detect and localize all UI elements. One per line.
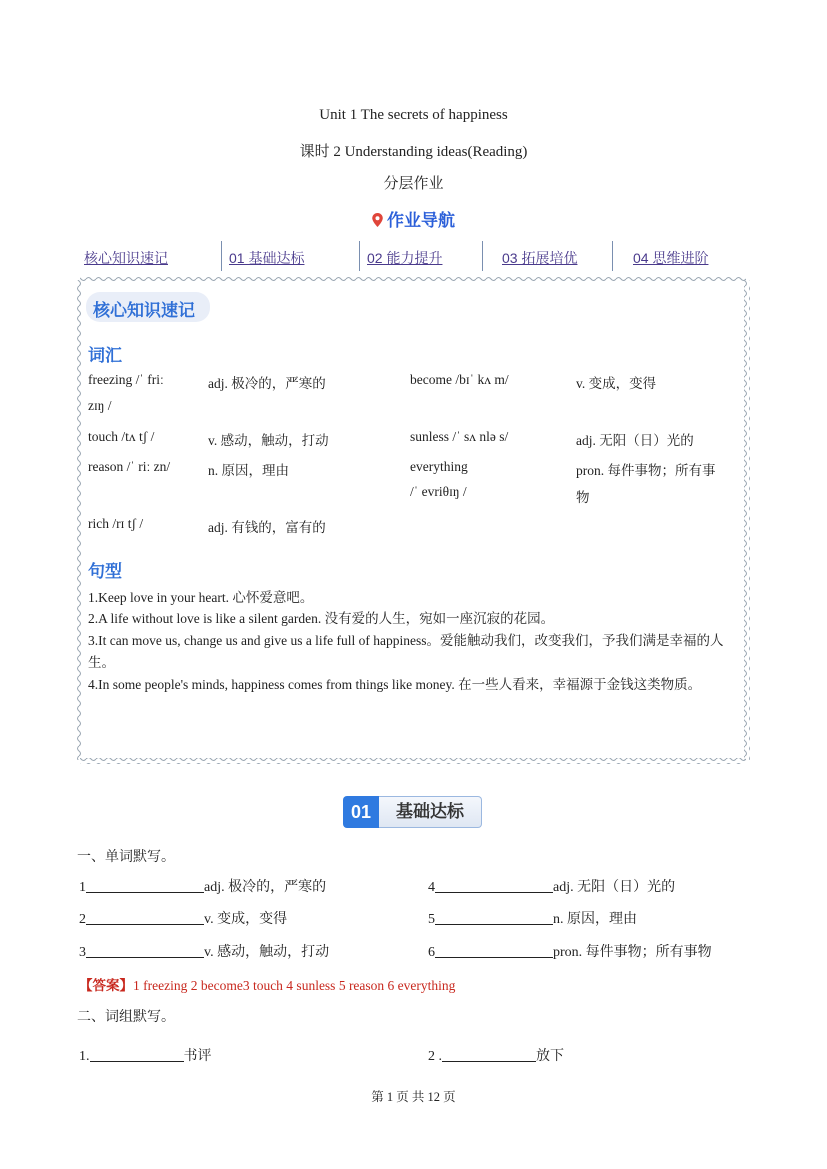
pattern-heading: 句型 — [88, 562, 122, 581]
sentence-item: 3.It can move us, change us and give us a life full of happiness。爱能触动我们，改变我们，予我们满是幸福的人生。 — [88, 633, 724, 670]
nav-link-core-knowledge[interactable]: 核心知识速记 — [84, 250, 168, 266]
item-hint: v. 变成，变得 — [204, 912, 288, 927]
word-blank-item — [79, 908, 287, 928]
nav-link-basic[interactable]: 01 基础达标 — [229, 250, 305, 266]
vocab-word: sunless /ˈ sʌ nlə s/ — [410, 429, 509, 444]
nav-divider — [612, 241, 613, 271]
vocab-meaning-cont: 物 — [576, 490, 590, 505]
answer-text: 1 freezing 2 become3 touch 4 sunless 5 reason 6 everything — [133, 978, 456, 993]
section-01-label: 基础达标 — [379, 796, 482, 828]
vocab-meaning: v. 感动，触动，打动 — [208, 433, 329, 448]
section-01-badge — [343, 796, 483, 828]
core-knowledge-heading: 核心知识速记 — [93, 301, 195, 320]
exercise-2-title: 二、词组默写。 — [77, 1010, 175, 1025]
item-number: 6 — [428, 945, 435, 960]
item-hint: n. 原因，理由 — [553, 912, 637, 927]
vocab-meaning: adj. 有钱的，富有的 — [208, 520, 326, 535]
answer-label: 【答案】 — [79, 978, 133, 993]
item-number: 4 — [428, 880, 435, 895]
item-hint: 书评 — [183, 1049, 212, 1064]
answer-blank[interactable] — [86, 910, 204, 925]
nav-link-improve[interactable]: 02 能力提升 — [367, 250, 443, 266]
vocab-meaning: adj. 极冷的，严寒的 — [208, 376, 326, 391]
nav-divider — [359, 241, 360, 271]
item-hint: adj. 极冷的，严寒的 — [204, 880, 327, 895]
item-number: 3 — [79, 945, 86, 960]
item-number: 2 — [79, 912, 86, 927]
sentence-item: 4.In some people's minds, happiness comes from things like money. 在一些人看来，幸福源于金钱这类物质。 — [88, 677, 702, 692]
section-01-number: 01 — [343, 796, 379, 828]
item-number: 1 — [79, 880, 86, 895]
nav-badge-label: 作业导航 — [387, 211, 455, 230]
vocab-word-cont: zɪŋ / — [88, 398, 112, 413]
item-hint: v. 感动，触动，打动 — [204, 945, 330, 960]
homework-nav — [74, 240, 754, 272]
page-footer: 第 1 页 共 12 页 — [371, 1090, 456, 1104]
page-subtitle: 分层作业 — [383, 176, 444, 192]
exercise-1-title: 一、单词默写。 — [77, 850, 175, 865]
answer-blank[interactable] — [435, 943, 553, 958]
item-hint: 放下 — [536, 1049, 564, 1064]
answer-blank[interactable] — [86, 878, 204, 893]
nav-link-thinking[interactable]: 04 思维进阶 — [633, 250, 709, 266]
word-blank-item — [79, 876, 326, 896]
item-number: 2 . — [428, 1049, 442, 1064]
answer-blank[interactable] — [90, 1047, 184, 1062]
unit-title: Unit 1 The secrets of happiness — [319, 107, 508, 123]
answer-blank[interactable] — [86, 943, 204, 958]
sentence-item: 1.Keep love in your heart. 心怀爱意吧。 — [88, 590, 314, 605]
word-blank-item — [428, 908, 637, 928]
answer-blank[interactable] — [442, 1047, 536, 1062]
item-number: 1. — [79, 1049, 90, 1064]
homework-nav-badge — [0, 206, 827, 231]
vocab-meaning: adj. 无阳（日）光的 — [576, 433, 694, 448]
item-hint: pron. 每件事物；所有事物 — [553, 945, 712, 960]
nav-divider — [482, 241, 483, 271]
item-hint: adj. 无阳（日）光的 — [553, 880, 676, 895]
vocab-meaning: pron. 每件事物；所有事 — [576, 463, 716, 478]
core-knowledge-tag — [86, 292, 210, 322]
vocab-meaning: v. 变成，变得 — [576, 376, 657, 391]
location-pin-icon — [372, 213, 383, 227]
phrase-blank-item — [79, 1045, 212, 1065]
phrase-blank-item — [428, 1045, 564, 1065]
vocab-heading: 词汇 — [88, 346, 122, 365]
vocab-word: become /bɪˈ kʌ m/ — [410, 372, 509, 387]
vocab-word-cont: /ˈ evriθɪŋ / — [410, 484, 467, 499]
nav-link-extend[interactable]: 03 拓展培优 — [502, 250, 578, 266]
word-blank-item — [79, 941, 329, 961]
lesson-title: 课时 2 Understanding ideas(Reading) — [299, 144, 528, 160]
word-blank-item — [428, 941, 712, 961]
nav-divider — [221, 241, 222, 271]
vocab-word: everything — [410, 459, 468, 474]
sentence-item: 2.A life without love is like a silent garden. 没有爱的人生，宛如一座沉寂的花园。 — [88, 611, 555, 626]
vocab-word: rich /rɪ tʃ / — [88, 516, 144, 531]
vocab-meaning: n. 原因，理由 — [208, 463, 289, 478]
vocab-word: freezing /ˈ friː — [88, 372, 164, 387]
word-blank-item — [428, 876, 675, 896]
vocab-word: reason /ˈ riː zn/ — [88, 459, 171, 474]
answer-blank[interactable] — [435, 878, 553, 893]
answer-blank[interactable] — [435, 910, 553, 925]
vocab-word: touch /tʌ tʃ / — [88, 429, 155, 444]
item-number: 5 — [428, 912, 435, 927]
answer-line — [79, 974, 455, 994]
